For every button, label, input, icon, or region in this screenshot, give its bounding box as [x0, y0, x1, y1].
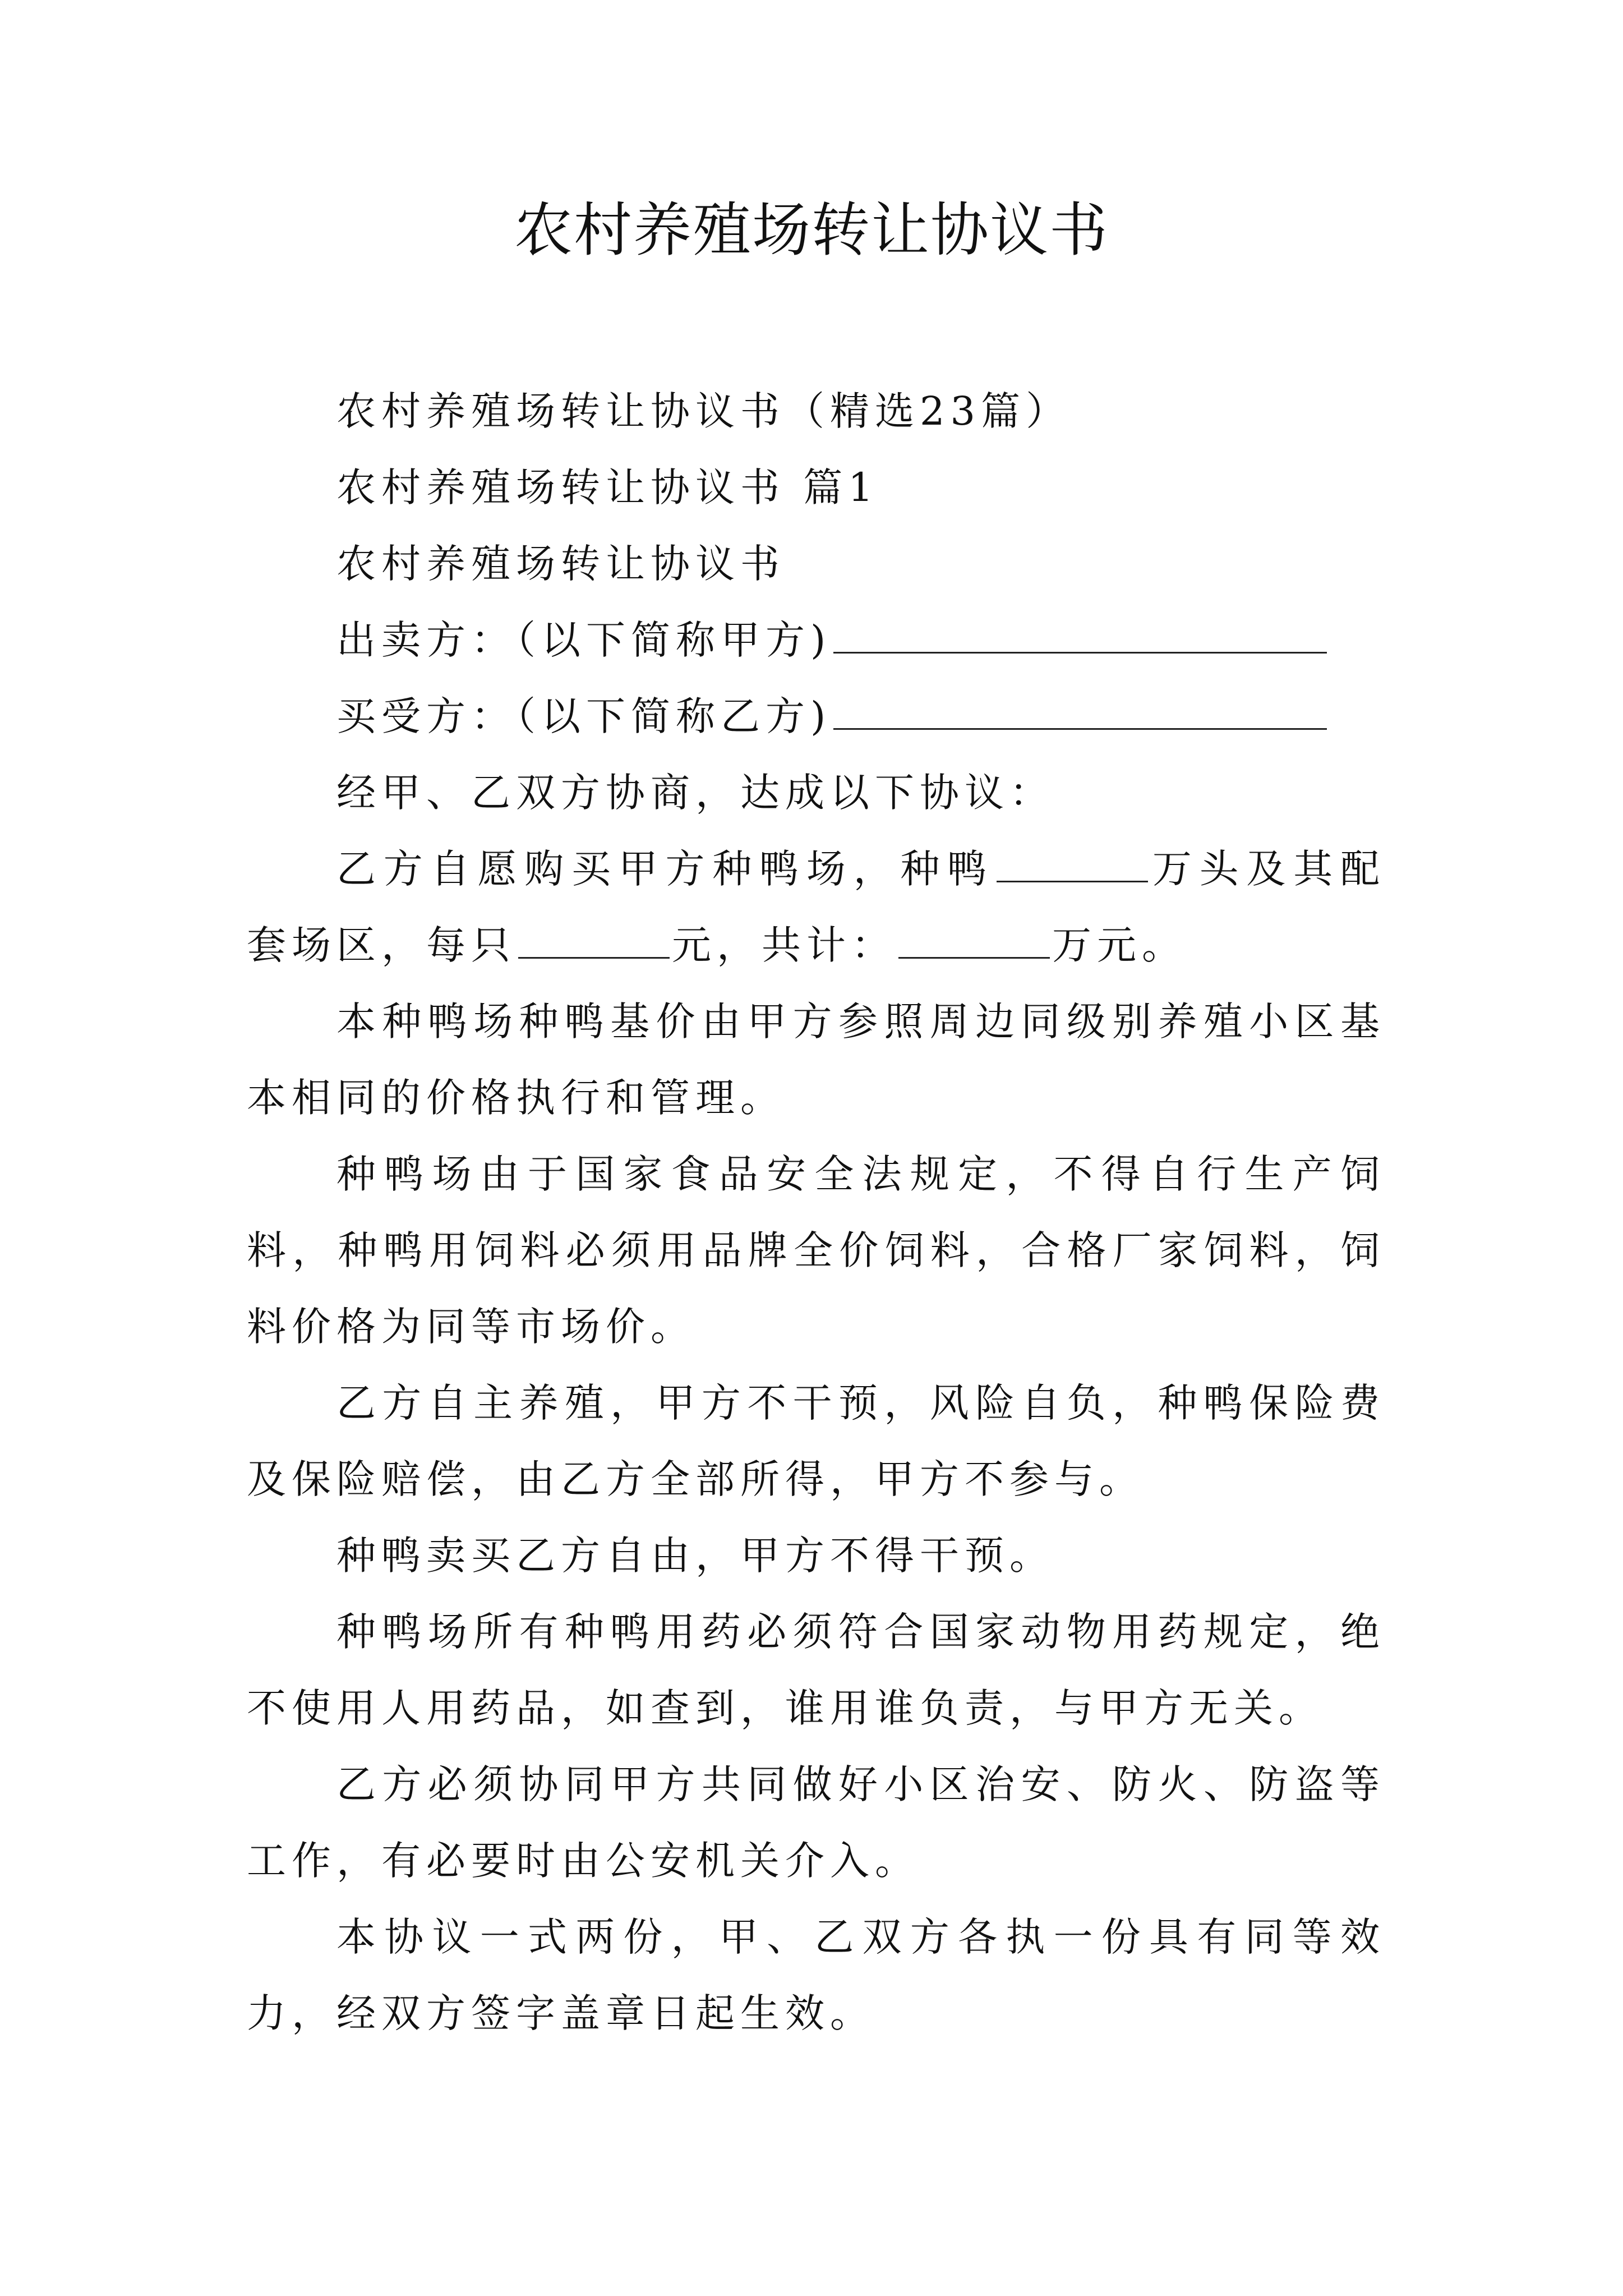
document-title: 农村养殖场转让协议书 [514, 196, 1109, 264]
purchase-paragraph [247, 831, 1385, 983]
medicine-paragraph: 种鸭场所有种鸭用药必须符合国家动物用药规定，绝不使用人用药品，如查到，谁用谁负责，与甲方无关。 [247, 1609, 1385, 1731]
unit-price-blank [518, 923, 670, 959]
purchase-text-3: 元，共计： [672, 922, 896, 968]
purchase-text-1: 乙方自愿购买甲方种鸭场，种鸭 [336, 846, 995, 892]
intro-paragraph: 经甲、乙双方协商，达成以下协议： [336, 770, 1054, 816]
seller-label: 出卖方：（以下简称甲方) [336, 617, 832, 663]
trade-paragraph: 种鸭卖买乙方自由，甲方不得干预。 [336, 1533, 1054, 1579]
document-body [247, 373, 1385, 2051]
seller-line [247, 602, 1385, 678]
effect-paragraph: 本协议一式两份，甲、乙双方各执一份具有同等效力，经双方签字盖章日起生效。 [247, 1914, 1385, 2036]
purchase-text-2: 万头及其配套场区，每只 [247, 846, 1386, 968]
buyer-blank [833, 694, 1327, 730]
price-paragraph: 本种鸭场种鸭基价由甲方参照周边同级别养殖小区基本相同的价格执行和管理。 [247, 999, 1385, 1121]
subtitle-paragraph: 农村养殖场转让协议书（精选23篇） [336, 388, 1071, 434]
quantity-blank [997, 847, 1148, 882]
document-name-line: 农村养殖场转让协议书 [336, 541, 785, 587]
feed-paragraph: 种鸭场由于国家食品安全法规定，不得自行生产饲料，种鸭用饲料必须用品牌全价饲料，合格厂家饲料，饲料价格为同等市场价。 [247, 1151, 1385, 1350]
purchase-text-4: 万元。 [1052, 922, 1187, 968]
buyer-label: 买受方：（以下简称乙方) [336, 693, 832, 739]
section-heading: 农村养殖场转让协议书 篇1 [336, 464, 879, 510]
security-paragraph: 乙方必须协同甲方共同做好小区治安、防火、防盗等工作，有必要时由公安机关介入。 [247, 1761, 1385, 1884]
total-blank [898, 923, 1050, 959]
seller-blank [833, 618, 1327, 654]
buyer-line [247, 678, 1385, 754]
risk-paragraph: 乙方自主养殖，甲方不干预，风险自负，种鸭保险费及保险赔偿，由乙方全部所得，甲方不参与。 [247, 1380, 1385, 1502]
